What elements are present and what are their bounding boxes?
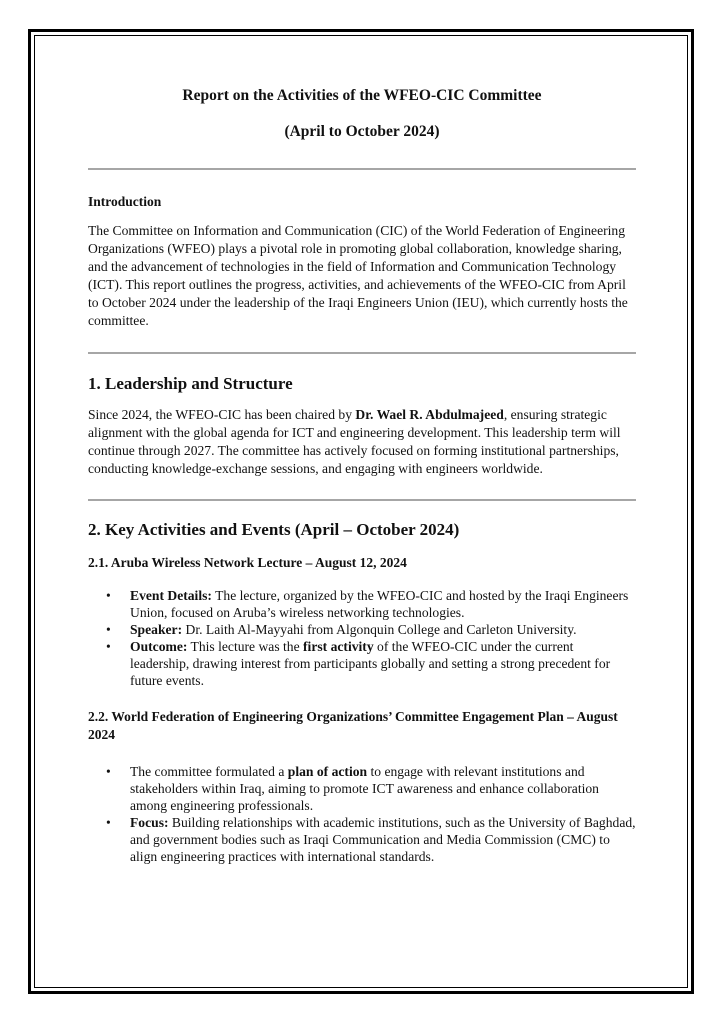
- activities-section: [88, 519, 636, 865]
- item-label: Focus:: [130, 815, 169, 830]
- engagement-plan-heading: 2.2. World Federation of Engineering Organizations’ Committee Engagement Plan – August 2024: [88, 709, 618, 742]
- item-text: Building relationships with academic institutions, such as the University of Baghdad, and government bodies such as Iraqi Communication and Media Commission (CMC) to align engineering practices with international standards.: [130, 815, 636, 864]
- report-title: Report on the Activities of the WFEO-CIC Committee: [182, 87, 542, 104]
- leadership-text: [88, 406, 636, 478]
- activities-heading: 2. Key Activities and Events (April – October 2024): [88, 520, 460, 539]
- leadership-section: [88, 373, 636, 478]
- bullet-icon: •: [106, 639, 111, 654]
- introduction-section: [88, 193, 636, 330]
- chair-name: Dr. Wael R. Abdulmajeed: [355, 407, 504, 422]
- bullet-icon: •: [106, 588, 111, 603]
- item-label: Speaker:: [130, 622, 183, 637]
- document-body: [88, 86, 636, 865]
- item-label: Event Details:: [130, 588, 212, 603]
- list-item: [106, 763, 636, 814]
- divider: [88, 168, 636, 170]
- item-text: This lecture was the: [187, 639, 304, 654]
- list-item: [106, 638, 636, 689]
- item-text: The committee formulated a: [130, 764, 288, 779]
- introduction-heading: Introduction: [88, 194, 162, 209]
- aruba-lecture-list: [88, 587, 636, 689]
- list-item: [106, 621, 636, 638]
- report-period: (April to October 2024): [284, 123, 440, 140]
- leadership-text-start: Since 2024, the WFEO-CIC has been chaired by: [88, 407, 356, 422]
- item-text: to engage with relevant institutions and stakeholders within Iraq, aiming to promote ICT awareness and enhance collaboration among engineering professionals.: [130, 764, 599, 813]
- engagement-plan-list: [88, 763, 636, 865]
- bullet-icon: •: [106, 815, 111, 830]
- divider: [88, 499, 636, 501]
- item-text: The lecture, organized by the WFEO-CIC and hosted by the Iraqi Engineers Union, focused on Aruba’s wireless networking technologies.: [130, 588, 629, 620]
- aruba-lecture-heading: 2.1. Aruba Wireless Network Lecture – August 12, 2024: [88, 555, 407, 570]
- bullet-icon: •: [106, 622, 111, 637]
- item-emphasis: plan of action: [287, 764, 368, 779]
- item-text: of the WFEO-CIC under the current leadership, drawing interest from participants globally and setting a strong precedent for future events.: [130, 639, 611, 688]
- leadership-text-end: , ensuring strategic alignment with the global agenda for ICT and engineering development. This leadership term will continue through 2027. The committee has actively focused on forming institutional partnerships, conducting knowledge-exchange sessions, and engaging with engineers worldwide.: [88, 407, 621, 476]
- item-emphasis: first activity: [303, 639, 374, 654]
- list-item: [106, 587, 636, 621]
- list-item: [106, 814, 636, 865]
- bullet-icon: •: [106, 764, 111, 779]
- divider: [88, 352, 636, 354]
- item-label: Outcome:: [130, 639, 188, 654]
- item-text: Dr. Laith Al-Mayyahi from Algonquin College and Carleton University.: [182, 622, 577, 637]
- introduction-text: The Committee on Information and Communication (CIC) of the World Federation of Engineering Organizations (WFEO) plays a pivotal role in promoting global collaboration, knowledge sharing, and the advancement of technologies in the field of Information and Communication Technology (ICT). This report outlines the progress, activities, and achievements of the WFEO-CIC from April to October 2024 under the leadership of the Iraqi Engineers Union (IEU), which currently hosts the committee.: [88, 223, 628, 328]
- leadership-heading: 1. Leadership and Structure: [88, 374, 293, 393]
